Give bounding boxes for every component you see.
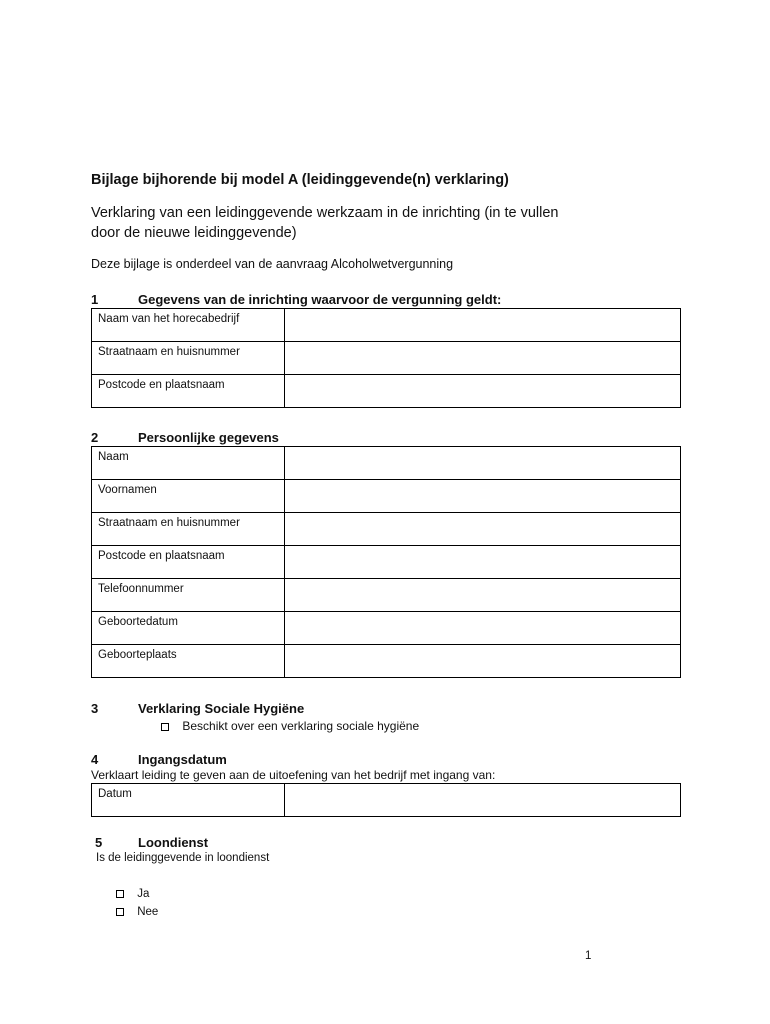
- field-label: Straatnaam en huisnummer: [92, 513, 285, 546]
- section-2-number: 2: [91, 430, 99, 445]
- field-input-straatnaam[interactable]: [285, 342, 681, 375]
- section-5-title: Loondienst: [138, 835, 209, 850]
- table-row: [92, 375, 681, 408]
- checkbox-label: Beschikt over een verklaring sociale hygiëne: [182, 719, 420, 733]
- page-number: 1: [585, 950, 592, 962]
- table-row: [92, 309, 681, 342]
- field-label: Voornamen: [92, 480, 285, 513]
- field-input-postcode[interactable]: [285, 546, 681, 579]
- section-5-question: Is de leidinggevende in loondienst: [96, 852, 270, 864]
- section-4-text: Verklaart leiding te geven aan de uitoefening van het bedrijf met ingang van:: [91, 768, 496, 782]
- table-row: [92, 784, 681, 817]
- section-1-title: Gegevens van de inrichting waarvoor de vergunning geldt:: [138, 292, 502, 307]
- checkbox-icon[interactable]: [161, 723, 169, 731]
- table-row: [92, 480, 681, 513]
- field-label: Geboortedatum: [92, 612, 285, 645]
- table-row: [92, 546, 681, 579]
- section-4-title: Ingangsdatum: [138, 752, 227, 767]
- field-input-naam[interactable]: [285, 447, 681, 480]
- field-label: Naam: [92, 447, 285, 480]
- field-label: Postcode en plaatsnaam: [92, 375, 285, 408]
- field-label: Naam van het horecabedrijf: [92, 309, 285, 342]
- field-input-telefoon[interactable]: [285, 579, 681, 612]
- field-label: Geboorteplaats: [92, 645, 285, 678]
- field-label: Telefoonnummer: [92, 579, 285, 612]
- field-label: Postcode en plaatsnaam: [92, 546, 285, 579]
- field-input-geboorteplaats[interactable]: [285, 645, 681, 678]
- checkbox-label: Nee: [137, 906, 159, 918]
- table-row: [92, 645, 681, 678]
- table-row: [92, 513, 681, 546]
- document-title: Bijlage bijhorende bij model A (leidinggevende(n) verklaring): [91, 172, 509, 188]
- section-2-table: [91, 446, 681, 678]
- section-4-table: [91, 783, 681, 817]
- section-1-table: [91, 308, 681, 408]
- checkbox-label: Ja: [137, 888, 150, 900]
- section-5-number: 5: [95, 835, 103, 850]
- checkbox-option-hygiene[interactable]: [161, 719, 419, 733]
- checkbox-icon[interactable]: [116, 890, 124, 898]
- section-3-title: Verklaring Sociale Hygiëne: [138, 701, 305, 716]
- table-row: [92, 612, 681, 645]
- field-input-horecabedrijf[interactable]: [285, 309, 681, 342]
- field-label: Datum: [92, 784, 285, 817]
- field-input-datum[interactable]: [285, 784, 681, 817]
- section-4-number: 4: [91, 752, 99, 767]
- field-input-postcode[interactable]: [285, 375, 681, 408]
- section-2-title: Persoonlijke gegevens: [138, 430, 279, 445]
- section-3-number: 3: [91, 701, 99, 716]
- table-row: [92, 447, 681, 480]
- table-row: [92, 579, 681, 612]
- intro-text: Deze bijlage is onderdeel van de aanvraag Alcoholwetvergunning: [91, 257, 454, 271]
- table-row: [92, 342, 681, 375]
- checkbox-option-ja[interactable]: [116, 888, 149, 900]
- checkbox-option-nee[interactable]: [116, 906, 158, 918]
- checkbox-icon[interactable]: [116, 908, 124, 916]
- field-input-straatnaam[interactable]: [285, 513, 681, 546]
- field-input-geboortedatum[interactable]: [285, 612, 681, 645]
- field-input-voornamen[interactable]: [285, 480, 681, 513]
- section-1-number: 1: [91, 292, 99, 307]
- field-label: Straatnaam en huisnummer: [92, 342, 285, 375]
- document-subtitle: Verklaring van een leidinggevende werkzaam in de inrichting (in te vullen door de nieuwe leidinggevende): [91, 205, 559, 241]
